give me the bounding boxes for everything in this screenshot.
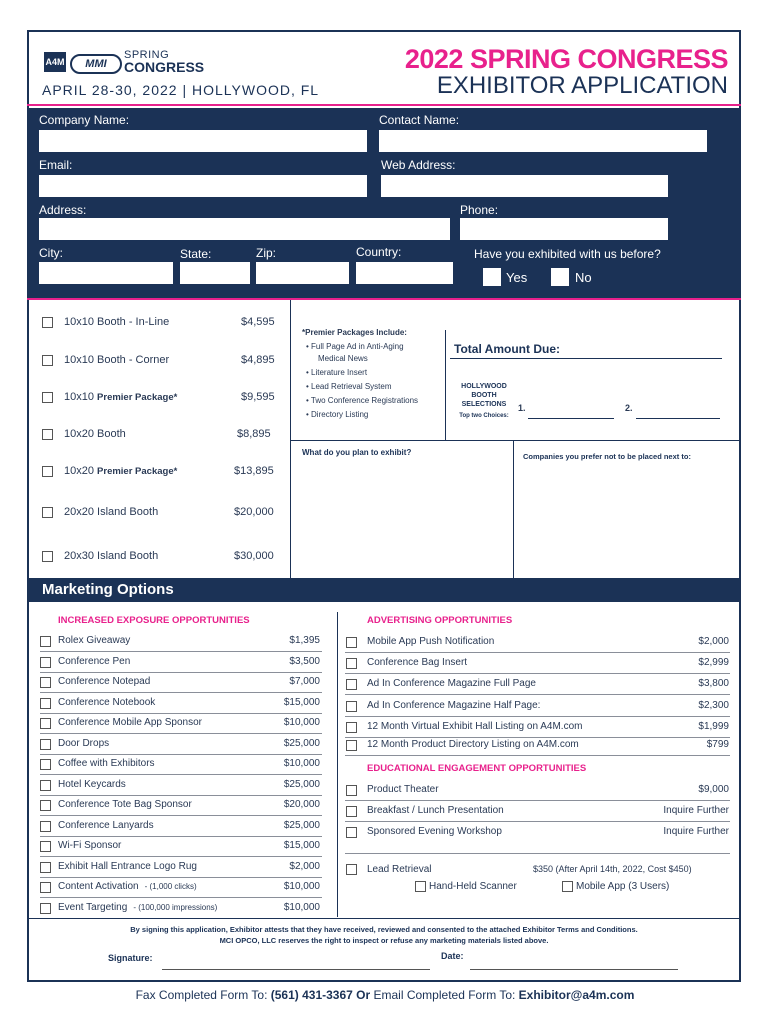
row-divider: [40, 795, 322, 796]
contact-name-field[interactable]: [379, 130, 707, 152]
exposure-price: $10,000: [283, 901, 320, 913]
page-title: 2022 SPRING CONGRESS: [404, 44, 728, 74]
lead-retrieval-label: Lead Retrieval: [367, 864, 432, 875]
row-divider: [345, 800, 730, 801]
row-divider: [40, 774, 322, 775]
exhibited-question: Have you exhibited with us before?: [474, 247, 661, 261]
marketing-header: [29, 578, 739, 602]
total-amount-label: Total Amount Due:: [454, 342, 560, 356]
exposure-checkbox[interactable]: [40, 821, 51, 832]
exposure-label: Conference Notepad: [58, 676, 151, 687]
exposure-price: $2,000: [289, 860, 320, 872]
total-divider: [445, 330, 446, 440]
row-divider: [40, 672, 322, 673]
exposure-label: Coffee with Exhibitors: [58, 758, 155, 769]
address-label: Address:: [39, 203, 87, 217]
companies-question: Companies you prefer not to be placed next to:: [523, 452, 691, 461]
educational-checkbox[interactable]: [346, 827, 357, 838]
logo-congress: CONGRESS: [124, 59, 205, 75]
exposure-checkbox[interactable]: [40, 862, 51, 873]
row-divider: [345, 737, 730, 738]
plan-divider: [291, 440, 739, 441]
premier-title: *Premier Packages Include:: [302, 328, 407, 337]
advertising-checkbox[interactable]: [346, 658, 357, 669]
educational-checkbox[interactable]: [346, 806, 357, 817]
advertising-price: $2,999: [698, 657, 729, 668]
mobile-app-label: Mobile App (3 Users): [576, 881, 670, 892]
advertising-checkbox[interactable]: [346, 679, 357, 690]
plan-companies-divider: [513, 440, 514, 578]
row-divider: [40, 651, 322, 652]
booth-divider: [290, 300, 291, 578]
city-label: City:: [39, 246, 63, 260]
educational-checkbox[interactable]: [346, 785, 357, 796]
exposure-checkbox[interactable]: [40, 759, 51, 770]
phone-field[interactable]: [460, 218, 668, 240]
exposure-price: $3,500: [289, 655, 320, 667]
row-divider: [345, 821, 730, 822]
booth-price: $4,895: [241, 354, 275, 366]
advertising-title: ADVERTISING OPPORTUNITIES: [367, 615, 513, 626]
hand-held-scanner-checkbox[interactable]: [415, 881, 426, 892]
exposure-price: $10,000: [283, 717, 320, 728]
booth-checkbox[interactable]: [42, 466, 53, 477]
signature-line[interactable]: [162, 969, 430, 970]
exposure-label: Rolex Giveaway: [58, 635, 131, 646]
booth-option[interactable]: [42, 354, 282, 368]
exposure-label: Door Drops: [58, 737, 110, 749]
yes-label: Yes: [506, 270, 528, 285]
advertising-price: $2,300: [698, 700, 729, 711]
state-field[interactable]: [180, 262, 250, 284]
booth-price: $9,595: [241, 391, 275, 403]
booth-price: $8,895: [237, 428, 271, 440]
event-date: APRIL 28-30, 2022 | HOLLYWOOD, FL: [42, 82, 320, 98]
exposure-price: $15,000: [283, 696, 320, 708]
exposure-price: $25,000: [283, 737, 320, 749]
signature-label: Signature:: [108, 953, 153, 963]
footer: Fax Completed Form To: (561) 431-3367 Or Email Completed Form To: Exhibitor@a4m.com: [135, 988, 635, 1002]
booth-option[interactable]: [42, 391, 282, 405]
advertising-label: Ad In Conference Magazine Half Page:: [367, 700, 541, 711]
yes-checkbox[interactable]: [483, 268, 501, 286]
zip-label: Zip:: [256, 246, 277, 260]
educational-label: Breakfast / Lunch Presentation: [367, 805, 504, 816]
booth-price: $30,000: [234, 550, 274, 562]
total-amount-line: [450, 358, 722, 359]
logo-spring: SPRING: [124, 49, 170, 61]
booth-checkbox[interactable]: [42, 507, 53, 518]
advertising-label: 12 Month Product Directory Listing on A4M.com: [367, 739, 579, 750]
web-address-label: Web Address:: [381, 158, 456, 172]
educational-label: Product Theater: [367, 784, 439, 795]
booth-label: 10x10 Booth - In-Line: [64, 316, 170, 328]
exposure-price: $25,000: [283, 819, 320, 831]
web-address-field[interactable]: [381, 175, 668, 197]
premier-item: Medical News: [318, 354, 368, 363]
mmi-logo: MMI: [70, 54, 122, 74]
row-divider: [345, 694, 730, 695]
booth-price: $13,895: [234, 465, 274, 477]
marketing-divider: [337, 612, 338, 917]
booth-checkbox[interactable]: [42, 551, 53, 562]
date-line[interactable]: [470, 969, 678, 970]
booth-price: $20,000: [234, 506, 274, 518]
address-field[interactable]: [39, 218, 450, 240]
exposure-label: Content Activation - (1,000 clicks): [58, 881, 197, 892]
row-divider: [40, 897, 322, 898]
booth-label: 10x10 Booth - Corner: [64, 354, 170, 366]
exposure-label: Conference Tote Bag Sponsor: [58, 799, 192, 810]
booth-checkbox[interactable]: [42, 392, 53, 403]
page-subtitle: EXHIBITOR APPLICATION: [436, 72, 728, 99]
exposure-price: $25,000: [283, 778, 320, 790]
choice-2-line[interactable]: [636, 418, 720, 419]
educational-title: EDUCATIONAL ENGAGEMENT OPPORTUNITIES: [367, 763, 587, 774]
advertising-checkbox[interactable]: [346, 740, 357, 751]
row-divider: [345, 652, 730, 653]
a4m-logo: A4M: [44, 52, 66, 72]
exposure-price: $1,395: [289, 635, 320, 646]
row-divider: [40, 836, 322, 837]
no-label: No: [575, 270, 592, 285]
choice-1-label: 1.: [518, 403, 526, 413]
header-divider: [27, 104, 741, 106]
booth-checkbox[interactable]: [42, 355, 53, 366]
mobile-app-checkbox[interactable]: [562, 881, 573, 892]
hollywood-booth-selections: HOLLYWOOD BOOTH SELECTIONS Top two Choices:: [459, 383, 509, 419]
country-field[interactable]: [356, 262, 453, 284]
premier-item: • Lead Retrieval System: [306, 382, 392, 391]
exposure-checkbox[interactable]: [40, 903, 51, 914]
row-divider: [40, 877, 322, 878]
exposure-price: $7,000: [289, 676, 320, 687]
exposure-label: Conference Lanyards: [58, 819, 154, 831]
row-divider: [40, 692, 322, 693]
exposure-checkbox[interactable]: [40, 739, 51, 750]
lead-retrieval-checkbox[interactable]: [346, 864, 357, 875]
premier-packages: [302, 327, 418, 421]
no-checkbox[interactable]: [551, 268, 569, 286]
company-name-field[interactable]: [39, 130, 367, 152]
advertising-checkbox[interactable]: [346, 637, 357, 648]
exposure-label: Exhibit Hall Entrance Logo Rug: [58, 860, 197, 872]
date-label: Date:: [441, 951, 464, 961]
educational-price: Inquire Further: [663, 826, 729, 837]
educational-label: Sponsored Evening Workshop: [367, 826, 502, 837]
email-label: Email:: [39, 158, 73, 172]
booth-option[interactable]: [42, 550, 282, 564]
lead-retrieval-price: $350 (After April 14th, 2022, Cost $450): [533, 864, 692, 874]
zip-field[interactable]: [256, 262, 349, 284]
exposure-price: $10,000: [283, 881, 320, 892]
exposure-label: Conference Notebook: [58, 696, 156, 708]
city-field[interactable]: [39, 262, 173, 284]
booth-option[interactable]: [42, 316, 282, 330]
advertising-price: $1,999: [698, 721, 729, 732]
premier-item: • Directory Listing: [306, 410, 369, 419]
advertising-label: Conference Bag Insert: [367, 657, 468, 668]
contact-panel: [29, 108, 739, 298]
exposure-checkbox[interactable]: [40, 841, 51, 852]
advertising-price: $3,800: [698, 678, 729, 689]
advertising-label: Ad In Conference Magazine Full Page: [367, 678, 536, 689]
booth-option[interactable]: [42, 428, 282, 442]
exposure-title: INCREASED EXPOSURE OPPORTUNITIES: [58, 615, 250, 626]
row-divider: [40, 713, 322, 714]
plan-question: What do you plan to exhibit?: [302, 448, 412, 457]
advertising-checkbox[interactable]: [346, 722, 357, 733]
attest-divider: [29, 918, 739, 919]
booth-label: 10x20 Premier Package*: [64, 465, 178, 477]
booth-label: 10x20 Booth: [64, 428, 126, 440]
exposure-checkbox[interactable]: [40, 698, 51, 709]
exposure-checkbox[interactable]: [40, 780, 51, 791]
exposure-label: Conference Mobile App Sponsor: [58, 717, 202, 728]
fax-number: (561) 431-3367: [270, 988, 353, 1002]
advertising-price: $2,000: [698, 636, 729, 647]
row-divider: [40, 856, 322, 857]
advertising-price: $799: [706, 739, 729, 750]
exposure-label: Event Targeting - (100,000 impressions): [58, 901, 218, 913]
booth-option[interactable]: [42, 506, 282, 520]
row-divider: [345, 673, 730, 674]
premier-item: • Full Page Ad in Anti-Aging: [306, 342, 404, 351]
hand-held-scanner-label: Hand-Held Scanner: [429, 881, 517, 892]
exposure-checkbox[interactable]: [40, 800, 51, 811]
contact-divider: [27, 298, 741, 300]
booth-checkbox[interactable]: [42, 429, 53, 440]
row-divider: [40, 733, 322, 734]
exposure-checkbox[interactable]: [40, 657, 51, 668]
contact-name-label: Contact Name:: [379, 113, 460, 127]
row-divider: [40, 754, 322, 755]
exposure-price: $20,000: [283, 799, 320, 810]
exposure-label: Wi-Fi Sponsor: [58, 840, 122, 851]
phone-label: Phone:: [460, 203, 499, 217]
exposure-checkbox[interactable]: [40, 882, 51, 893]
advertising-label: 12 Month Virtual Exhibit Hall Listing on A4M.com: [367, 721, 583, 732]
premier-item: • Two Conference Registrations: [306, 396, 419, 405]
exposure-checkbox[interactable]: [40, 677, 51, 688]
exposure-label: Conference Pen: [58, 655, 131, 667]
advertising-checkbox[interactable]: [346, 701, 357, 712]
email-field[interactable]: [39, 175, 367, 197]
state-label: State:: [180, 247, 212, 261]
exposure-price: $15,000: [283, 840, 320, 851]
booth-label: 20x20 Island Booth: [64, 506, 159, 518]
country-label: Country:: [356, 245, 402, 259]
company-name-label: Company Name:: [39, 113, 130, 127]
exposure-price: $10,000: [283, 758, 320, 769]
lead-divider: [345, 853, 730, 854]
advertising-label: Mobile App Push Notification: [367, 636, 495, 647]
exposure-checkbox[interactable]: [40, 636, 51, 647]
choice-1-line[interactable]: [528, 418, 614, 419]
attestation: By signing this application, Exhibitor attests that they have received, reviewed and consented to the attached Exhibitor Terms and Conditions. MCI OPCO, LLC reserves the right to inspect or refuse any marketing materials listed above.: [130, 925, 638, 945]
choice-2-label: 2.: [625, 403, 633, 413]
booth-checkbox[interactable]: [42, 317, 53, 328]
booth-option[interactable]: [42, 465, 282, 479]
booth-label: 10x10 Premier Package*: [64, 391, 178, 403]
booth-label: 20x30 Island Booth: [64, 550, 159, 562]
row-divider: [345, 716, 730, 717]
row-divider: [40, 815, 322, 816]
marketing-title: Marketing Options: [42, 581, 174, 598]
row-divider: [345, 755, 730, 756]
premier-item: • Literature Insert: [306, 368, 368, 377]
email-address[interactable]: Exhibitor@a4m.com: [518, 988, 635, 1002]
exposure-label: Hotel Keycards: [58, 778, 126, 790]
educational-price: Inquire Further: [663, 805, 729, 816]
booth-price: $4,595: [241, 316, 275, 328]
educational-price: $9,000: [698, 784, 729, 795]
exposure-checkbox[interactable]: [40, 718, 51, 729]
